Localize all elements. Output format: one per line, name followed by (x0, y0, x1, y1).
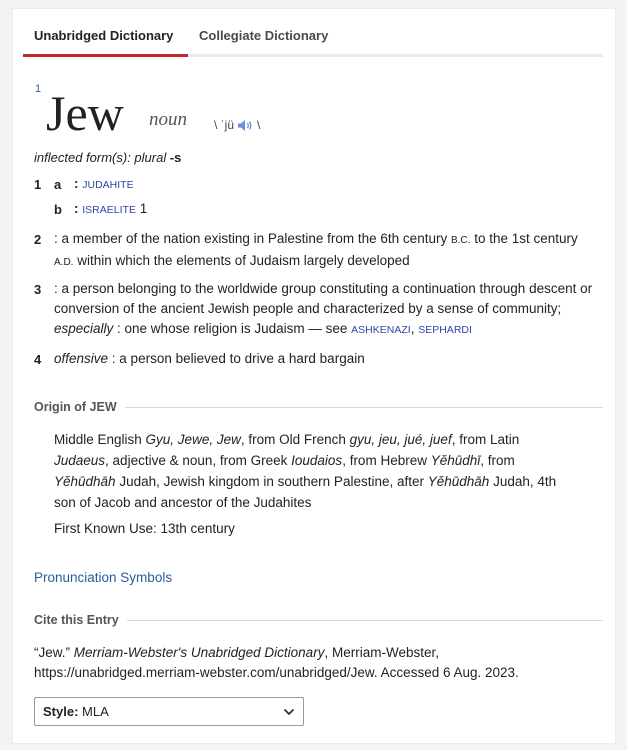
cite-divider (127, 620, 603, 621)
etymology-segment: Middle English (54, 432, 146, 447)
etymology-segment: gyu, jeu, jué, juef (349, 432, 452, 447)
sense-2 (54, 229, 584, 273)
etymology-segment: Judah, 4th son of Jacob and ancestor of the Judahites (54, 474, 557, 510)
first-known-use: First Known Use: 13th century (54, 521, 235, 536)
headword: Jew (46, 85, 124, 141)
etymology-segment: , from Hebrew (342, 453, 431, 468)
etymology-segment: , adjective & noun, from Greek (105, 453, 292, 468)
origin-heading-text: Origin of JEW (34, 400, 117, 414)
etymology-segment: Yĕhūdhī (430, 453, 481, 468)
xref-israelite[interactable]: ISRAELITE (82, 204, 136, 216)
xref-israelite-number: 1 (139, 201, 148, 216)
pronunciation (214, 118, 260, 132)
homograph-number: 1 (35, 83, 42, 95)
etymology-text (54, 429, 574, 513)
etymology-segment: Gyu, Jewe, Jew (145, 432, 241, 447)
inflected-forms (34, 150, 181, 165)
xref-sephardi[interactable]: SEPHARDI (418, 324, 472, 336)
dictionary-tabs (23, 21, 603, 57)
sense-number-3: 3 (34, 282, 42, 297)
citation-work: Merriam-Webster's Unabridged Dictionary (73, 645, 325, 660)
tab-unabridged[interactable]: Unabridged Dictionary (34, 28, 174, 43)
sense-2-text-a: : a member of the nation existing in Palestine from the 6th century (54, 231, 448, 246)
style-label: Style: (43, 704, 79, 719)
sense-letter-1b: b (54, 202, 62, 217)
sense-4-label: offensive (54, 351, 109, 366)
etymology-segment: , from (480, 453, 515, 468)
inflected-label: inflected form(s): plural (34, 150, 167, 165)
cite-heading (34, 610, 603, 630)
pronunciation-close: \ (257, 118, 261, 132)
sense-3-text-b: : one whose religion is Judaism — see (113, 321, 348, 336)
xref-separator: , (410, 321, 415, 336)
style-value: MLA (82, 704, 109, 719)
citation-style-select[interactable] (34, 697, 304, 726)
inflected-form: -s (169, 150, 182, 165)
sense-letter-1a: a (54, 177, 62, 192)
xref-judahite[interactable]: JUDAHITE (82, 179, 134, 191)
citation-rest: , Merriam-Webster, https://unabridged.merriam-webster.com/unabridged/Jew. Accessed 6 Aug. 2023. (34, 645, 519, 680)
citation-quote: “Jew.” (34, 645, 71, 660)
sense-1b-colon: : (74, 201, 79, 216)
etymology-segment: , from Old French (240, 432, 350, 447)
sense-4-text: : a person believed to drive a hard bargain (108, 351, 365, 366)
sense-2-text-b: to the 1st century (470, 231, 578, 246)
pronunciation-symbols-link[interactable]: Pronunciation Symbols (34, 570, 173, 585)
etymology-segment: Judah, Jewish kingdom in southern Palestine, after (115, 474, 428, 489)
etymology-segment: Judaeus (54, 453, 106, 468)
cite-heading-text: Cite this Entry (34, 613, 119, 627)
sense-2-text-c: within which the elements of Judaism largely developed (73, 253, 410, 268)
etymology-segment: Yĕhūdhāh (54, 474, 116, 489)
etymology-segment: Ioudaios (291, 453, 343, 468)
pronunciation-text: \ ˈjü (214, 118, 235, 132)
xref-ashkenazi[interactable]: ASHKENAZI (351, 324, 411, 336)
sense-3-especially: especially (54, 321, 114, 336)
era-ad: A.D. (54, 257, 74, 268)
function-label: noun (149, 109, 187, 130)
sense-1a-colon: : (74, 176, 79, 191)
speaker-icon[interactable] (237, 119, 254, 132)
sense-1a (74, 174, 134, 195)
sense-1b (74, 199, 147, 220)
era-bc: B.C. (450, 235, 471, 246)
origin-divider (125, 407, 603, 408)
chevron-down-icon (283, 706, 295, 718)
citation-text (34, 643, 594, 683)
etymology-segment: , from Latin (451, 432, 520, 447)
sense-number-1: 1 (34, 177, 42, 192)
sense-3 (54, 279, 606, 340)
sense-3-text-a: : a person belonging to the worldwide group constituting a continuation through descent or conversion of the ancient Jewish people and characterized by a sense of community; (54, 281, 593, 316)
origin-heading (34, 397, 603, 417)
tab-collegiate[interactable]: Collegiate Dictionary (199, 28, 329, 43)
etymology-segment: Yĕhūdhāh (427, 474, 490, 489)
dictionary-entry-card (12, 8, 616, 744)
sense-number-4: 4 (34, 352, 42, 367)
sense-4 (54, 349, 365, 369)
sense-number-2: 2 (34, 232, 42, 247)
